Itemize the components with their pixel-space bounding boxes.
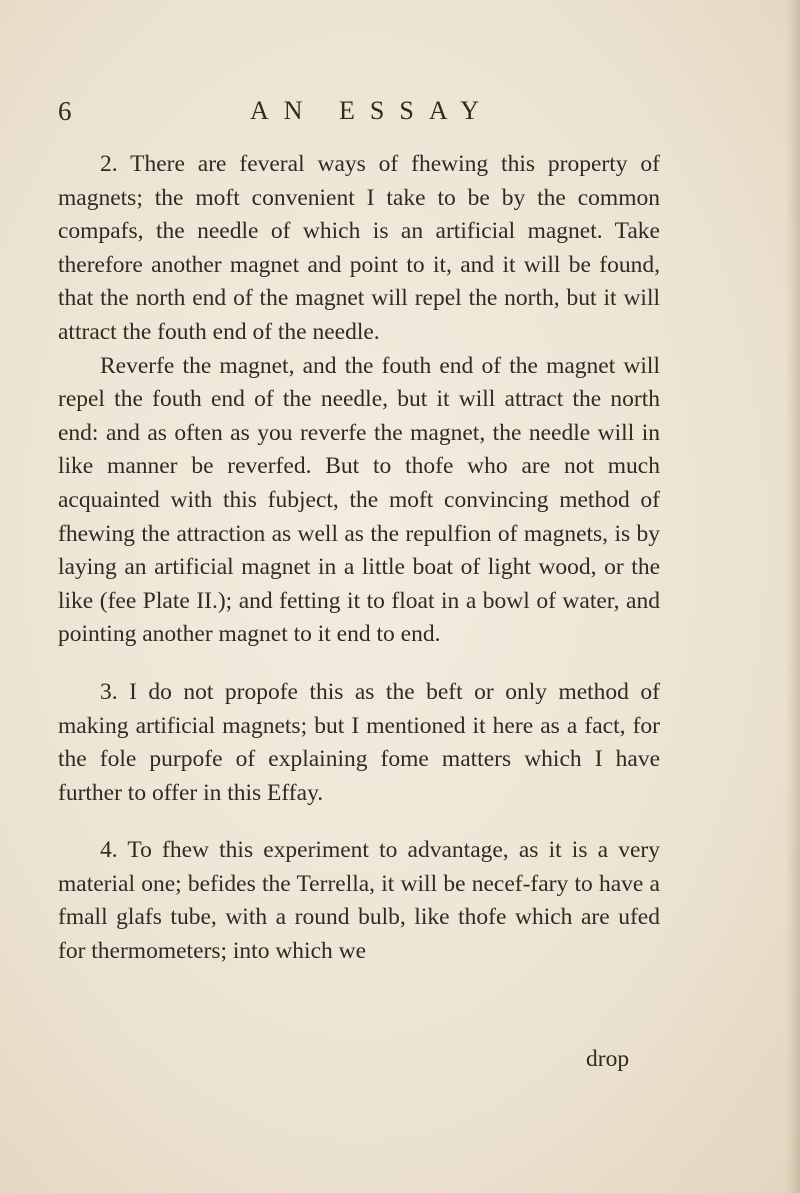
page-edge-shadow (786, 0, 800, 1193)
page-header (58, 96, 718, 136)
body-text (58, 148, 660, 969)
catchword: drop (586, 1046, 630, 1072)
paragraph-2: 2. There are feveral ways of fhewing this property of magnets; the moft convenient I take to be by the common compafs, the needle of which is an artificial magnet. Take therefore another magnet and point to it, and it will be found, that the north end of the magnet will repel the north, but it will attract the fouth end of the needle. (58, 151, 660, 345)
running-title: AN ESSAY (250, 96, 495, 125)
paragraph-reverse: Reverfe the magnet, and the fouth end of the magnet will repel the fouth end of the needle, but it will attract the north end: and as often as you reverfe the magnet, the needle will in like manner be reverfed. But to thofe who are not much acquainted with this fubject, the moft convincing method of fhewing the attraction as well as the repulfion of magnets, is by laying an artificial magnet in a little boat of light wood, or the like (fee Plate II.); and fetting it to float in a bowl of water, and pointing another magnet to it end to end. (58, 352, 660, 648)
page-number: 6 (58, 96, 72, 126)
paragraph-3: 3. I do not propofe this as the beft or only method of making artificial magnets; but I mentioned it here as a fact, for the fole purpofe of explaining fome matters which I have further to offer in this Effay. (58, 678, 660, 806)
paragraph-4: 4. To fhew this experiment to advantage, as it is a very material one; befides the Terrella, it will be necef-fary to have a fmall glafs tube, with a round bulb, like thofe which are ufed for thermometers; into which we (58, 837, 660, 965)
